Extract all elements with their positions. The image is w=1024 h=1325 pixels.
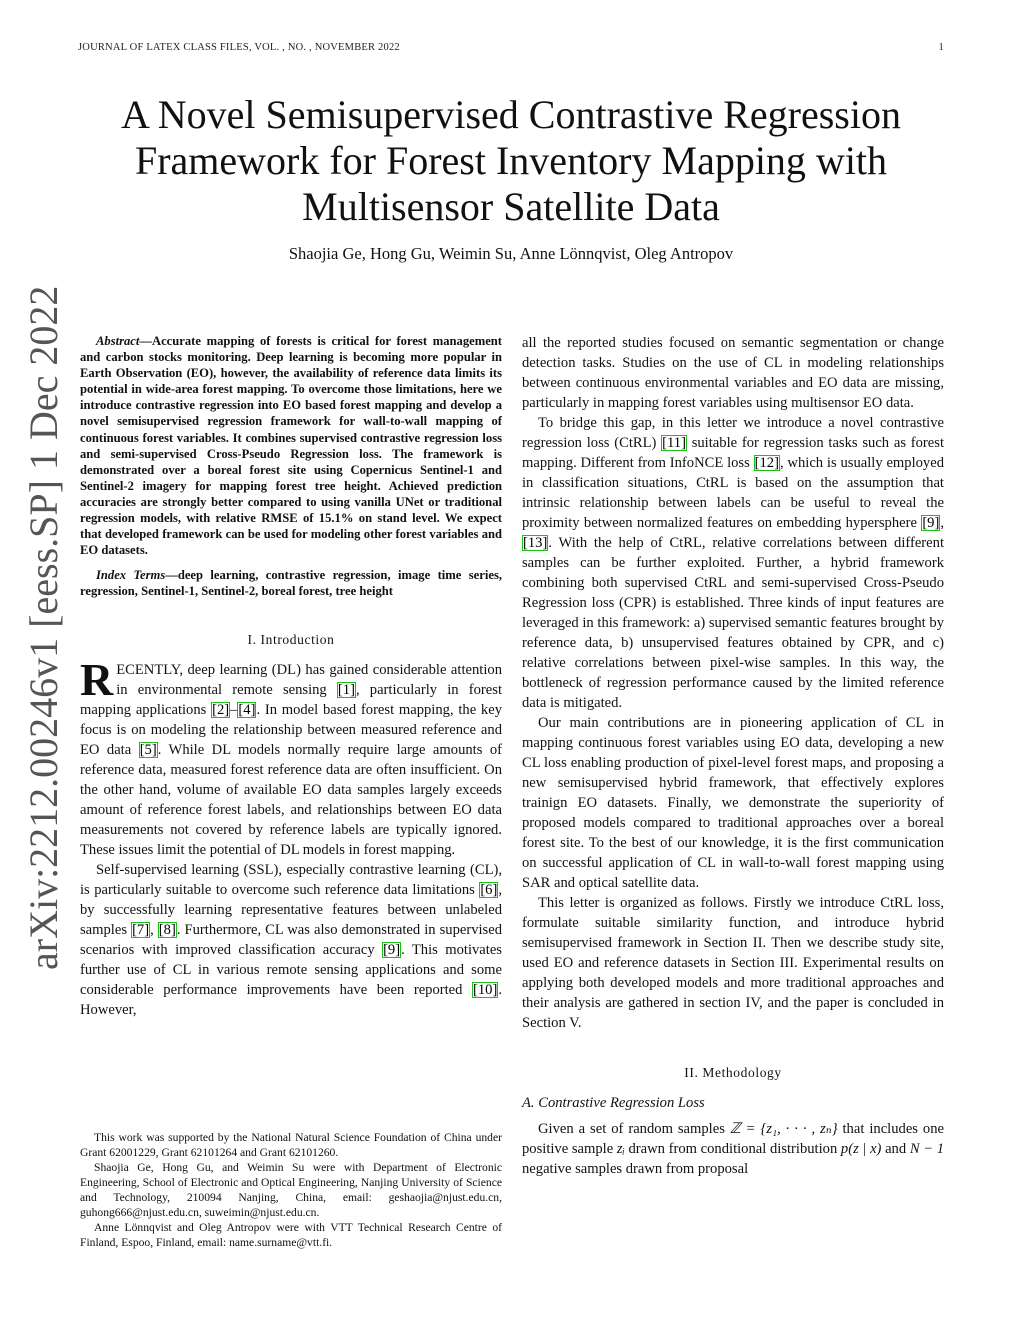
running-header xyxy=(78,42,944,53)
citation-link[interactable]: [5] xyxy=(139,741,157,758)
text-run: . In model based forest mapping, the key focus is on modeling the relationship between measured reference and EO data xyxy=(80,701,502,758)
math-expression: ℤ = {z₁, · · · , zₙ} xyxy=(729,1121,838,1137)
arxiv-sidebar-stamp: arXiv:2212.00246v1 [eess.SP] 1 Dec 2022 xyxy=(21,285,66,970)
citation-link[interactable]: [2] xyxy=(212,701,230,718)
intro-paragraph-1 xyxy=(80,653,503,860)
math-expression: p(z | x) xyxy=(840,1141,882,1157)
drop-cap: R xyxy=(80,653,114,705)
text-run: – xyxy=(230,701,238,718)
citation-link[interactable]: [6] xyxy=(480,881,498,898)
author-list: Shaojia Ge, Hong Gu, Weimin Su, Anne Lönnqvist, Oleg Antropov xyxy=(288,244,734,263)
text-run: Self-supervised learning (SSL), especially contrastive learning (CL), is particularly suitable to overcome such reference data limitations xyxy=(80,861,502,898)
citation-link[interactable]: [11] xyxy=(662,435,686,451)
citation-link[interactable]: [1] xyxy=(337,681,355,698)
text-run: negative samples drawn from proposal xyxy=(522,1161,749,1177)
text-run: , particularly in forest mapping applications xyxy=(80,681,502,718)
citation-link[interactable]: [10] xyxy=(473,981,498,998)
index-terms-label: Index Terms xyxy=(96,568,166,583)
citation-link[interactable]: [4] xyxy=(238,701,256,718)
citation-link[interactable]: [9] xyxy=(922,515,940,531)
intro-paragraph-3: all the reported studies focused on semantic segmentation or change detection tasks. Studies on the use of CL in modeling relationships between continuous environmental variables and EO data are missing, particularly in mapping forest variables using multisensor EO data. xyxy=(522,335,944,411)
right-column xyxy=(522,333,944,1179)
index-terms-text: —deep learning, contrastive regression, image time series, regression, Sentinel-1, Sentinel-2, boreal forest, tree height xyxy=(80,568,502,599)
text-run: To bridge this gap, in this letter we introduce a novel contrastive regression loss (CtRL) xyxy=(522,415,944,451)
intro-paragraph-4 xyxy=(522,413,944,713)
abstract xyxy=(80,333,502,558)
intro-paragraph-6: This letter is organized as follows. Firstly we introduce CtRL loss, formulate suitable similarity function, and introduce hybrid semisupervised framework in Section II. Then we describe study site, used EO and reference datasets in Section III. Experimental results on applying both developed models and more traditional approaches and their analysis are gathered in section IV, and the paper is concluded in Section V. xyxy=(522,895,944,1031)
abstract-text: —Accurate mapping of forests is critical for forest management and carbon stocks monitoring. Deep learning is becoming more popular in Earth Observation (EO), however, the availability of reference data limits its potential in wide-area forest mapping. To overcome those limitations, here we introduce contrastive regression into EO based forest mapping and develop a novel semisupervised regression framework for wall-to-wall mapping of continuous forest variables. It combines supervised contrastive regression loss and semi-supervised Cross-Pseudo Regression loss. The framework is demonstrated over a boreal forest site using Copernicus Sentinel-1 and Sentinel-2 imagery for mapping forest tree height. Achieved prediction accuracies are strongly better compared to using vanilla UNet or traditional regression models, with relative RMSE of 15.1% on stand level. We expect that developed framework can be used for modeling other forest variables and EO datasets. xyxy=(80,334,502,558)
section-heading-methodology: II. Methodology xyxy=(684,1065,782,1080)
text-run: . While DL models normally require large amounts of reference data, measured forest reference data are often insufficient. On the other hand, volume of available EO data samples largely exceeds amount of reference forest labels, and relationships between EO data measurements not covered by reference labels are typically ignored. These issues limit the potential of DL models in forest mapping. xyxy=(80,741,503,858)
subsection-heading: A. Contrastive Regression Loss xyxy=(522,1095,705,1111)
text-run: ECENTLY, deep learning (DL) has gained considerable attention in environmental remote sensing xyxy=(116,661,502,698)
text-run: . With the help of CtRL, relative correlations between different samples can be further exploited. Further, a hybrid framework combining both supervised CtRL and semi-supervised Cross-Pseudo Regression loss (CPR) is established. Three kinds of input features are leveraged in this framework: a) supervised semantic features brought by reference data, b) unsupervised features obtained by CPR, and c) relative correlations between pixel-wise samples. In this way, the bottleneck of regression performance caused by the limited reference data is mitigated. xyxy=(522,535,944,711)
text-run: drawn from conditional distribution xyxy=(624,1141,841,1157)
citation-link[interactable]: [7] xyxy=(132,921,150,938)
citation-link[interactable]: [13] xyxy=(523,535,548,551)
citation-link[interactable]: [8] xyxy=(158,921,176,938)
text-run: Given a set of random samples xyxy=(538,1121,730,1137)
section-heading-introduction: I. Introduction xyxy=(247,631,335,647)
index-terms xyxy=(80,567,502,599)
text-run: , xyxy=(150,921,158,938)
text-run: , xyxy=(940,515,944,531)
method-paragraph-1 xyxy=(522,1119,944,1179)
footnote-affiliation-1: Shaojia Ge, Hong Gu, and Weimin Su were with Department of Electronic Engineering, School of Electronic and Optical Engineering, Nanjing University of Science and Technology, 210094 Nanjing, China, email: geshaojia@njust.edu.cn, guhong666@njust.edu.cn, suweimin@njust.edu.cn. xyxy=(80,1161,502,1219)
paper-title: A Novel Semisupervised Contrastive Regression Framework for Forest Inventory Mapping with Multisensor Satellite Data xyxy=(121,92,901,229)
text-run: that includes one positive sample xyxy=(522,1121,945,1157)
journal-name: JOURNAL OF LATEX CLASS FILES, VOL. , NO. , NOVEMBER 2022 xyxy=(78,42,400,53)
footnote-funding: This work was supported by the National Natural Science Foundation of China under Grant 62001229, Grant 62101264 and Grant 62101260. xyxy=(80,1131,502,1159)
abstract-label: Abstract xyxy=(96,334,140,348)
intro-paragraph-5: Our main contributions are in pioneering application of CL in mapping continuous forest variables using EO data, developing a new CL loss enabling production of pixel-level forest maps, and proposing a new semisupervised hybrid framework, that effectively explores trainign EO datasets. Finally, we demonstrate the superiority of proposed models compared to traditional approaches over a boreal forest site. To the best of our knowledge, it is the first communication on successful application of CL in wall-to-wall forest mapping using SAR and optical satellite data. xyxy=(522,715,944,891)
left-column xyxy=(80,333,502,1020)
footnotes xyxy=(80,1130,502,1250)
text-run: . However, xyxy=(80,981,502,1018)
text-run: . Furthermore, CL was also demonstrated in supervised scenarios with improved classification accuracy xyxy=(80,921,503,958)
text-run: , by successfully learning representative features between unlabeled samples xyxy=(80,881,502,938)
text-run: and xyxy=(881,1141,910,1157)
math-expression: zᵢ xyxy=(616,1141,625,1157)
intro-paragraph-2 xyxy=(80,860,502,1020)
citation-link[interactable]: [12] xyxy=(754,455,779,471)
text-run: . This motivates further use of CL in various remote sensing applications and some considerable performance improvements have been reported xyxy=(80,941,502,998)
math-expression: N − 1 xyxy=(909,1141,944,1157)
text-run: , which is usually employed in classification situations, CtRL is based on the assumption that intrinsic relationship between labels can be useful to reveal the proximity between normalized features on embedding hypersphere xyxy=(522,455,944,531)
text-run: suitable for regression tasks such as forest mapping. Different from InfoNCE loss xyxy=(522,435,945,471)
citation-link[interactable]: [9] xyxy=(383,941,401,958)
page-number: 1 xyxy=(938,42,944,53)
footnote-affiliation-2: Anne Lönnqvist and Oleg Antropov were with VTT Technical Research Centre of Finland, Espoo, Finland, email: name.surname@vtt.fi. xyxy=(80,1221,502,1249)
